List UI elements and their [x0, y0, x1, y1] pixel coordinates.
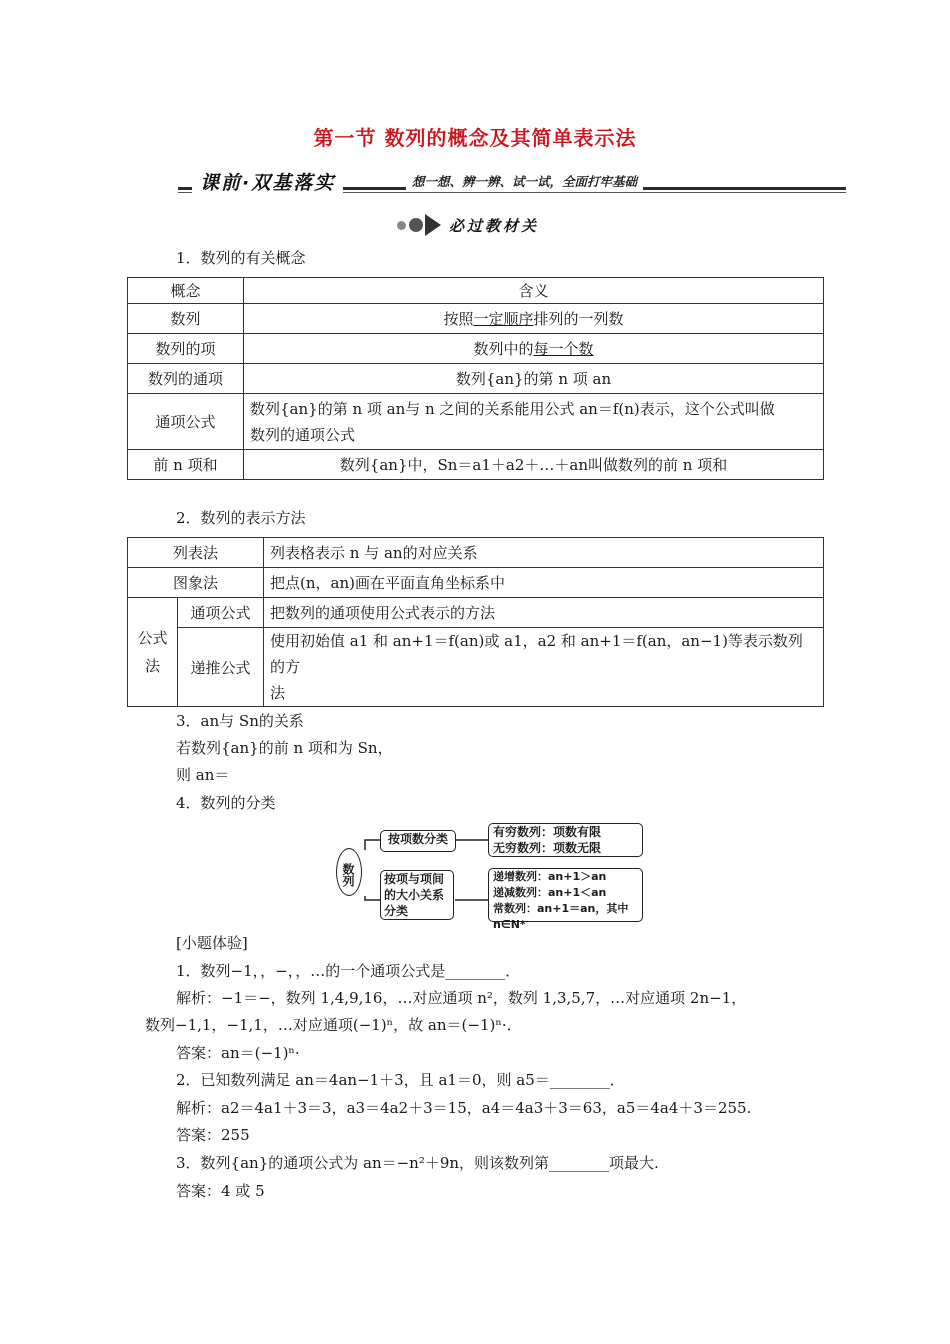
answer: 答案：an＝(−1)ⁿ· [176, 1044, 300, 1062]
question: 3．数列{an}的通项公式为 an＝−n²＋9n，则该数列第________项最大. [176, 1154, 659, 1172]
table-cell: 按照一定顺序排列的一列数 [244, 304, 824, 334]
table-header: 概念 [128, 278, 244, 304]
table-cell: 数列的项 [128, 334, 244, 364]
concept-table [127, 277, 824, 480]
representation-table [127, 537, 824, 707]
table-cell: 把点(n，an)画在平面直角坐标系中 [264, 568, 824, 598]
table-cell: 数列{an}中，Sn＝a1＋a2＋…＋an叫做数列的前 n 项和 [244, 450, 824, 480]
branch-node: 按项与项间的大小关系分类 [380, 870, 454, 920]
section-label: 必过教材关 [449, 216, 540, 235]
answer: 答案：4 或 5 [176, 1182, 265, 1200]
dot-icon [409, 218, 423, 232]
solution: 数列−1,1，−1,1，…对应通项(−1)ⁿ，故 an＝(−1)ⁿ·． [145, 1016, 522, 1034]
section-banner [178, 168, 846, 196]
page-title: 第一节 数列的概念及其简单表示法 [313, 126, 637, 150]
table-cell: 列表格表示 n 与 an的对应关系 [264, 538, 824, 568]
leaf-node: 有穷数列：项数有限 无穷数列：项数无限 [488, 823, 643, 857]
table-cell: 数列 [128, 304, 244, 334]
table-cell: 列表法 [128, 538, 264, 568]
root-node: 数列 [336, 848, 362, 896]
question: 1．数列−1，，−，，…的一个通项公式是________． [176, 962, 521, 980]
dot-icon [397, 221, 406, 230]
table-cell: 递推公式 [178, 628, 264, 707]
solution: 解析：a2＝4a1＋3＝3，a3＝4a2＋3＝15，a4＝4a3＋3＝63，a5＝4a4＋3＝255. [176, 1099, 752, 1117]
table-cell: 前 n 项和 [128, 450, 244, 480]
paragraph: 则 an＝ [176, 766, 230, 784]
table-cell: 数列{an}的第 n 项 an与 n 之间的关系能用公式 an＝f(n)表示，这个公式叫做 数列的通项公式 [244, 394, 824, 450]
table-cell: 图象法 [128, 568, 264, 598]
table-cell: 数列的通项 [128, 364, 244, 394]
section-tag [397, 214, 539, 236]
table-cell: 使用初始值 a1 和 an+1＝f(an)或 a1，a2 和 an+1＝f(an，an−1)等表示数列的方 法 [264, 628, 824, 707]
question: 2．已知数列满足 an＝4an−1＋3，且 a1＝0，则 a5＝________． [176, 1071, 625, 1089]
practice-heading: [小题体验] [176, 934, 248, 952]
heading-4: 4．数列的分类 [176, 794, 276, 812]
table-cell: 把数列的通项使用公式表示的方法 [264, 598, 824, 628]
heading-2: 2．数列的表示方法 [176, 509, 306, 527]
banner-main-label: 课前·双基落实 [192, 168, 343, 194]
heading-3: 3．an与 Sn的关系 [176, 712, 304, 730]
heading-1: 1．数列的有关概念 [176, 249, 306, 267]
classification-diagram [333, 822, 648, 931]
paragraph: 若数列{an}的前 n 项和为 Sn， [176, 739, 393, 757]
table-cell: 通项公式 [178, 598, 264, 628]
table-header: 含义 [244, 278, 824, 304]
table-cell: 数列中的每一个数 [244, 334, 824, 364]
banner-sub-label: 想一想、辨一辨、试一试，全面打牢基础 [406, 172, 643, 190]
leaf-node: 递增数列：an+1＞an 递减数列：an+1＜an 常数列：an+1＝an，其中 n∈N* [488, 868, 643, 922]
arrow-right-icon [425, 214, 441, 236]
solution: 解析：−1＝−，数列 1,4,9,16，…对应通项 n²，数列 1,3,5,7，…对应通项 2n−1， [176, 989, 747, 1007]
branch-node: 按项数分类 [380, 830, 456, 852]
answer: 答案：255 [176, 1126, 250, 1144]
table-cell: 公式法 [128, 598, 178, 707]
table-cell: 通项公式 [128, 394, 244, 450]
table-cell: 数列{an}的第 n 项 an [244, 364, 824, 394]
